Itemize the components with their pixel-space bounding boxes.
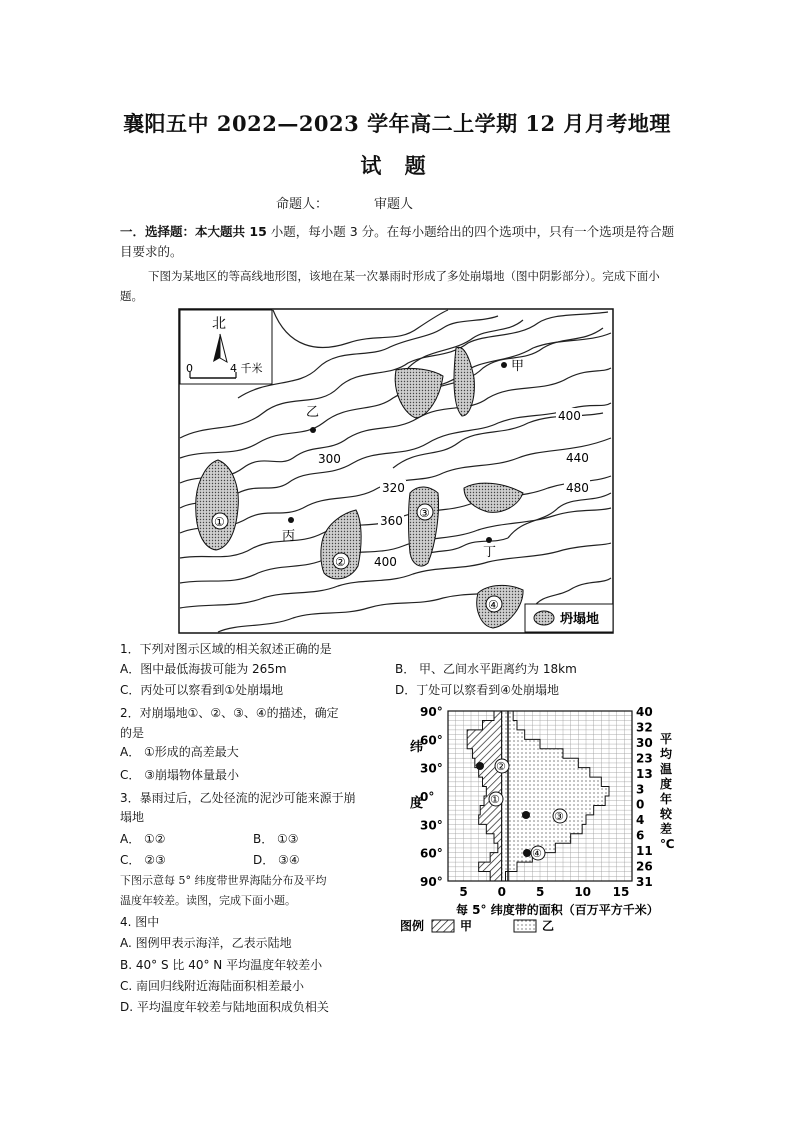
right-tick-label: 11 [636, 844, 653, 859]
contour-map [178, 308, 614, 634]
q1-option-b: B． 甲、乙间水平距离约为 18km [395, 662, 577, 676]
right-label-char: 较 [660, 807, 673, 821]
right-label-char: 度 [660, 777, 673, 791]
lat-tick-label: 30° [420, 761, 443, 776]
contour-label-300: 300 [318, 452, 341, 466]
q1-option-c: C．丙处可以察看到①处崩塌地 [120, 683, 284, 697]
q3-option-d: D． ③④ [253, 853, 300, 867]
marker-2: ② [335, 555, 346, 569]
lat-tick-label: 90° [420, 705, 443, 719]
chart-marker-3: ③ [554, 810, 564, 823]
chart-marker-4: ④ [532, 847, 542, 860]
q4-option-c: C. 南回归线附近海陆面积相差最小 [120, 979, 305, 993]
reviewer-label: 审题人 [374, 197, 414, 212]
right-label-char: 差 [660, 822, 673, 836]
legend-label-yi: 乙 [542, 919, 555, 933]
legend-label-jia: 甲 [460, 919, 473, 933]
legend-title: 图例 [400, 919, 425, 933]
q3-option-a: A． ①② [120, 832, 166, 846]
marker-3: ③ [419, 506, 430, 520]
place-ding: 丁 [483, 545, 497, 560]
contour-label-480: 480 [566, 481, 589, 495]
right-tick-label: 4 [636, 813, 645, 828]
q1-option-a: A．图中最低海拔可能为 265m [120, 662, 287, 676]
x-tick-label: 10 [574, 885, 592, 899]
legend-swatch-yi [514, 920, 536, 932]
map-intro: 下图为某地区的等高线地形图，该地在某一次暴雨时形成了多处崩塌地（图中阴影部分）。完成下面小题。 [120, 269, 660, 303]
place-yi: 乙 [306, 405, 320, 420]
right-label-char: 年 [660, 792, 673, 806]
q4-option-d: D. 平均温度年较差与陆地面积成负相关 [120, 1000, 329, 1014]
contour-label-400a: 400 [374, 555, 397, 569]
lat-tick-label: 0° [420, 790, 435, 804]
q3-stem-cont: 塌地 [120, 810, 145, 824]
right-label-char: 平 [660, 732, 673, 746]
chart-intro-line1: 下图示意每 5° 纬度带世界海陆分布及平均 [120, 874, 327, 887]
contour-label-320: 320 [382, 481, 405, 495]
scale-zero: 0 [186, 362, 193, 375]
section-rest: 小题，每小题 3 分。在每小题给出的四个选项中，只有一个选项是符合题目要求的。 [120, 224, 675, 259]
q1-stem: 1．下列对图示区域的相关叙述正确的是 [120, 642, 332, 656]
chart-marker-2: ② [496, 760, 506, 773]
lat-tick-labels [420, 705, 443, 889]
chart-marker-1: ① [490, 793, 500, 806]
x-tick-label: 0 [497, 885, 507, 899]
scale-end: 4 千米 [230, 362, 263, 375]
q4-stem: 4. 图中 [120, 915, 160, 929]
lat-tick-label: 30° [420, 818, 443, 833]
section-count: 本大题共 15 [195, 224, 267, 239]
right-label-char: 温 [660, 762, 673, 776]
right-tick-label: 6 [636, 828, 645, 843]
q4-option-a: A. 图例甲表示海洋，乙表示陆地 [120, 936, 292, 950]
section-instructions [120, 222, 680, 262]
y-axis-label-right [659, 731, 675, 851]
lat-tick-label: 60° [420, 846, 443, 861]
author-line [276, 193, 459, 212]
land-sea-chart [396, 703, 686, 935]
y-axis-label-du: 度 [410, 796, 424, 811]
right-tick-label: 26 [636, 859, 653, 874]
q3-option-b: B． ①③ [253, 832, 299, 846]
right-tick-label: 23 [636, 751, 653, 766]
marker-4: ④ [488, 598, 499, 612]
q2-stem-cont: 的是 [120, 726, 145, 740]
x-tick-labels [459, 885, 629, 899]
right-tick-label: 0 [636, 797, 645, 812]
q3-option-c: C． ②③ [120, 853, 166, 867]
right-tick-label: 3 [636, 782, 645, 797]
y-axis-label-lat: 纬 [410, 740, 424, 755]
lat-tick-label: 90° [420, 875, 443, 889]
author-label: 命题人： [276, 197, 329, 212]
q3-stem: 3．暴雨过后，乙处径流的泥沙可能来源于崩 [120, 791, 356, 805]
q2-stem: 2．对崩塌地①、②、③、④的描述，确定 [120, 706, 339, 720]
contour-label-400b: 400 [558, 409, 581, 423]
page-title: 襄阳五中 2022—2023 学年高二上学期 12 月月考地理 [123, 111, 671, 136]
right-tick-label: 31 [636, 875, 653, 889]
right-tick-label: 30 [636, 735, 653, 750]
contour-label-440: 440 [566, 451, 589, 465]
q4-option-b: B. 40° S 比 40° N 平均温度年较差小 [120, 958, 323, 972]
q2-option-a: A． ①形成的高差最大 [120, 745, 239, 759]
right-tick-labels [636, 705, 653, 889]
section-heading: 一．选择题： [120, 224, 196, 239]
page-title-line2: 试 题 [360, 153, 434, 178]
right-label-char: 均 [660, 747, 673, 761]
marker-1: ① [214, 515, 225, 529]
contour-label-360: 360 [380, 514, 403, 528]
x-tick-label: 15 [612, 885, 630, 899]
right-label-char: ℃ [660, 837, 675, 851]
legend-swatch [534, 611, 554, 625]
north-label: 北 [212, 316, 226, 332]
legend-label: 坍塌地 [560, 612, 600, 627]
chart-intro-line2: 温度年较差。读图，完成下面小题。 [120, 894, 296, 907]
x-tick-label: 5 [536, 885, 545, 899]
place-bing: 丙 [282, 529, 296, 544]
right-tick-label: 13 [636, 766, 653, 781]
right-tick-label: 40 [636, 705, 653, 719]
q1-option-d: D．丁处可以察看到④处崩塌地 [395, 683, 559, 697]
legend-swatch-jia [432, 920, 454, 932]
lat-tick-label: 60° [420, 733, 443, 748]
x-axis-label: 每 5° 纬度带的面积（百万平方千米） [456, 903, 659, 917]
place-jia: 甲 [511, 359, 525, 374]
right-tick-label: 32 [636, 720, 653, 735]
x-tick-label: 5 [459, 885, 468, 899]
q2-option-c: C． ③崩塌物体量最小 [120, 768, 239, 782]
